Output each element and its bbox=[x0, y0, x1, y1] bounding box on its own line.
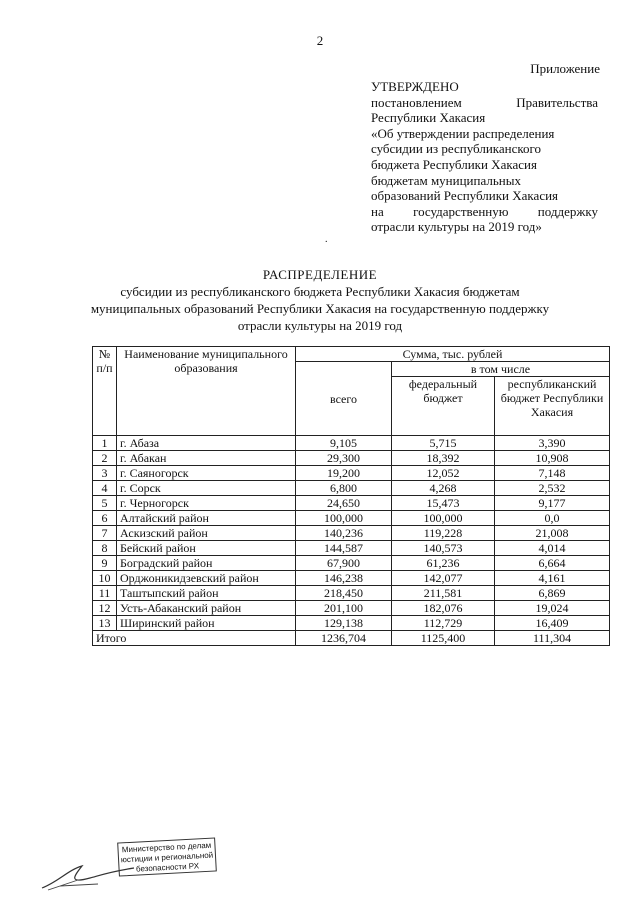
row-name: Аскизский район bbox=[117, 526, 296, 541]
scan-dot: . bbox=[325, 234, 328, 245]
header-num: № п/п bbox=[93, 347, 117, 436]
row-republic: 6,664 bbox=[495, 556, 610, 571]
row-num: 2 bbox=[93, 451, 117, 466]
row-total: 9,105 bbox=[296, 436, 392, 451]
table-row bbox=[93, 466, 610, 481]
header-sum: Сумма, тыс. рублей bbox=[296, 347, 610, 362]
row-republic: 6,869 bbox=[495, 586, 610, 601]
header-total: всего bbox=[296, 362, 392, 436]
heading-line-2: муниципальных образований Республики Хакасия на государственную поддержку bbox=[90, 301, 550, 316]
row-num: 6 bbox=[93, 511, 117, 526]
row-republic: 3,390 bbox=[495, 436, 610, 451]
total-sum: 1236,704 bbox=[296, 631, 392, 646]
stamp-line-2: юстиции и региональной bbox=[120, 850, 214, 865]
header-republic: республиканский бюджет Республики Хакасия bbox=[495, 377, 610, 436]
row-federal: 12,052 bbox=[392, 466, 495, 481]
header-federal: федеральный бюджет bbox=[392, 377, 495, 436]
row-republic: 21,008 bbox=[495, 526, 610, 541]
total-federal: 1125,400 bbox=[392, 631, 495, 646]
table-row bbox=[93, 541, 610, 556]
row-republic: 4,014 bbox=[495, 541, 610, 556]
approval-line-5: бюджета Республики Хакасия bbox=[371, 156, 537, 172]
approval-line-8 bbox=[371, 204, 598, 220]
row-name: Усть-Абаканский район bbox=[117, 601, 296, 616]
row-republic: 10,908 bbox=[495, 451, 610, 466]
row-federal: 112,729 bbox=[392, 616, 495, 631]
row-total: 218,450 bbox=[296, 586, 392, 601]
row-federal: 142,077 bbox=[392, 571, 495, 586]
row-total: 140,236 bbox=[296, 526, 392, 541]
row-republic: 16,409 bbox=[495, 616, 610, 631]
row-num: 5 bbox=[93, 496, 117, 511]
row-federal: 182,076 bbox=[392, 601, 495, 616]
row-name: Орджоникидзевский район bbox=[117, 571, 296, 586]
row-num: 8 bbox=[93, 541, 117, 556]
table-row bbox=[93, 571, 610, 586]
row-name: Алтайский район bbox=[117, 511, 296, 526]
row-republic: 4,161 bbox=[495, 571, 610, 586]
row-total: 129,138 bbox=[296, 616, 392, 631]
total-label: Итого bbox=[93, 631, 296, 646]
row-total: 100,000 bbox=[296, 511, 392, 526]
table-row bbox=[93, 526, 610, 541]
approval-line-1-left: постановлением bbox=[371, 94, 462, 110]
row-republic: 19,024 bbox=[495, 601, 610, 616]
row-federal: 211,581 bbox=[392, 586, 495, 601]
row-num: 13 bbox=[93, 616, 117, 631]
row-republic: 7,148 bbox=[495, 466, 610, 481]
table-row bbox=[93, 601, 610, 616]
table-row bbox=[93, 436, 610, 451]
heading-line-1: субсидии из республиканского бюджета Республики Хакасия бюджетам bbox=[120, 284, 520, 299]
approval-line-1-right: Правительства bbox=[516, 94, 598, 110]
heading-title: РАСПРЕДЕЛЕНИЕ bbox=[262, 267, 378, 282]
row-total: 24,650 bbox=[296, 496, 392, 511]
approval-block bbox=[371, 79, 598, 235]
total-republic: 111,304 bbox=[495, 631, 610, 646]
row-republic: 9,177 bbox=[495, 496, 610, 511]
row-name: г. Сорск bbox=[117, 481, 296, 496]
approval-line-1 bbox=[371, 95, 598, 111]
row-name: Таштыпский район bbox=[117, 586, 296, 601]
page-number: 2 bbox=[316, 33, 324, 48]
approval-line-3: «Об утверждении распределения bbox=[371, 125, 555, 141]
row-name: г. Абакан bbox=[117, 451, 296, 466]
row-federal: 15,473 bbox=[392, 496, 495, 511]
row-num: 10 bbox=[93, 571, 117, 586]
row-total: 201,100 bbox=[296, 601, 392, 616]
row-num: 1 bbox=[93, 436, 117, 451]
table-body bbox=[93, 436, 610, 631]
row-total: 6,800 bbox=[296, 481, 392, 496]
row-num: 7 bbox=[93, 526, 117, 541]
approval-title: УТВЕРЖДЕНО bbox=[371, 79, 459, 94]
row-republic: 2,532 bbox=[495, 481, 610, 496]
approval-line-7: образований Республики Хакасия bbox=[371, 188, 559, 204]
heading-line-3: отрасли культуры на 2019 год bbox=[237, 318, 403, 333]
row-num: 4 bbox=[93, 481, 117, 496]
row-total: 19,200 bbox=[296, 466, 392, 481]
approval-line-8-a: на bbox=[371, 203, 384, 219]
row-num: 9 bbox=[93, 556, 117, 571]
table-row bbox=[93, 481, 610, 496]
distribution-table bbox=[92, 346, 610, 646]
header-including: в том числе bbox=[392, 362, 610, 377]
row-name: г. Абаза bbox=[117, 436, 296, 451]
row-num: 3 bbox=[93, 466, 117, 481]
stamp-line-1: Министерство по делам bbox=[121, 840, 212, 855]
row-federal: 4,268 bbox=[392, 481, 495, 496]
stamp-line-3: безопасности РХ bbox=[135, 861, 200, 874]
row-num: 12 bbox=[93, 601, 117, 616]
appendix-label: Приложение bbox=[530, 61, 600, 76]
row-federal: 140,573 bbox=[392, 541, 495, 556]
row-federal: 119,228 bbox=[392, 526, 495, 541]
document-heading bbox=[0, 266, 640, 334]
approval-line-4: субсидии из республиканского bbox=[371, 141, 542, 157]
approval-line-6: бюджетам муниципальных bbox=[371, 172, 521, 188]
row-total: 67,900 bbox=[296, 556, 392, 571]
row-total: 29,300 bbox=[296, 451, 392, 466]
table-row bbox=[93, 451, 610, 466]
row-total: 146,238 bbox=[296, 571, 392, 586]
row-federal: 18,392 bbox=[392, 451, 495, 466]
table-row bbox=[93, 511, 610, 526]
row-num: 11 bbox=[93, 586, 117, 601]
table-row bbox=[93, 586, 610, 601]
approval-line-8-b: государственную bbox=[413, 203, 509, 219]
approval-line-8-c: поддержку bbox=[537, 203, 598, 219]
table-row bbox=[93, 616, 610, 631]
row-federal: 61,236 bbox=[392, 556, 495, 571]
row-name: Ширинский район bbox=[117, 616, 296, 631]
table-row bbox=[93, 556, 610, 571]
signature-mark bbox=[38, 860, 138, 894]
row-federal: 100,000 bbox=[392, 511, 495, 526]
row-federal: 5,715 bbox=[392, 436, 495, 451]
row-name: Бейский район bbox=[117, 541, 296, 556]
total-row bbox=[93, 631, 610, 646]
row-total: 144,587 bbox=[296, 541, 392, 556]
row-name: г. Черногорск bbox=[117, 496, 296, 511]
row-name: г. Саяногорск bbox=[117, 466, 296, 481]
header-name: Наименование муниципального образования bbox=[117, 347, 296, 436]
approval-line-9: отрасли культуры на 2019 год» bbox=[371, 219, 542, 235]
row-name: Боградский район bbox=[117, 556, 296, 571]
table-row bbox=[93, 496, 610, 511]
row-republic: 0,0 bbox=[495, 511, 610, 526]
approval-line-2: Республики Хакасия bbox=[371, 110, 486, 126]
